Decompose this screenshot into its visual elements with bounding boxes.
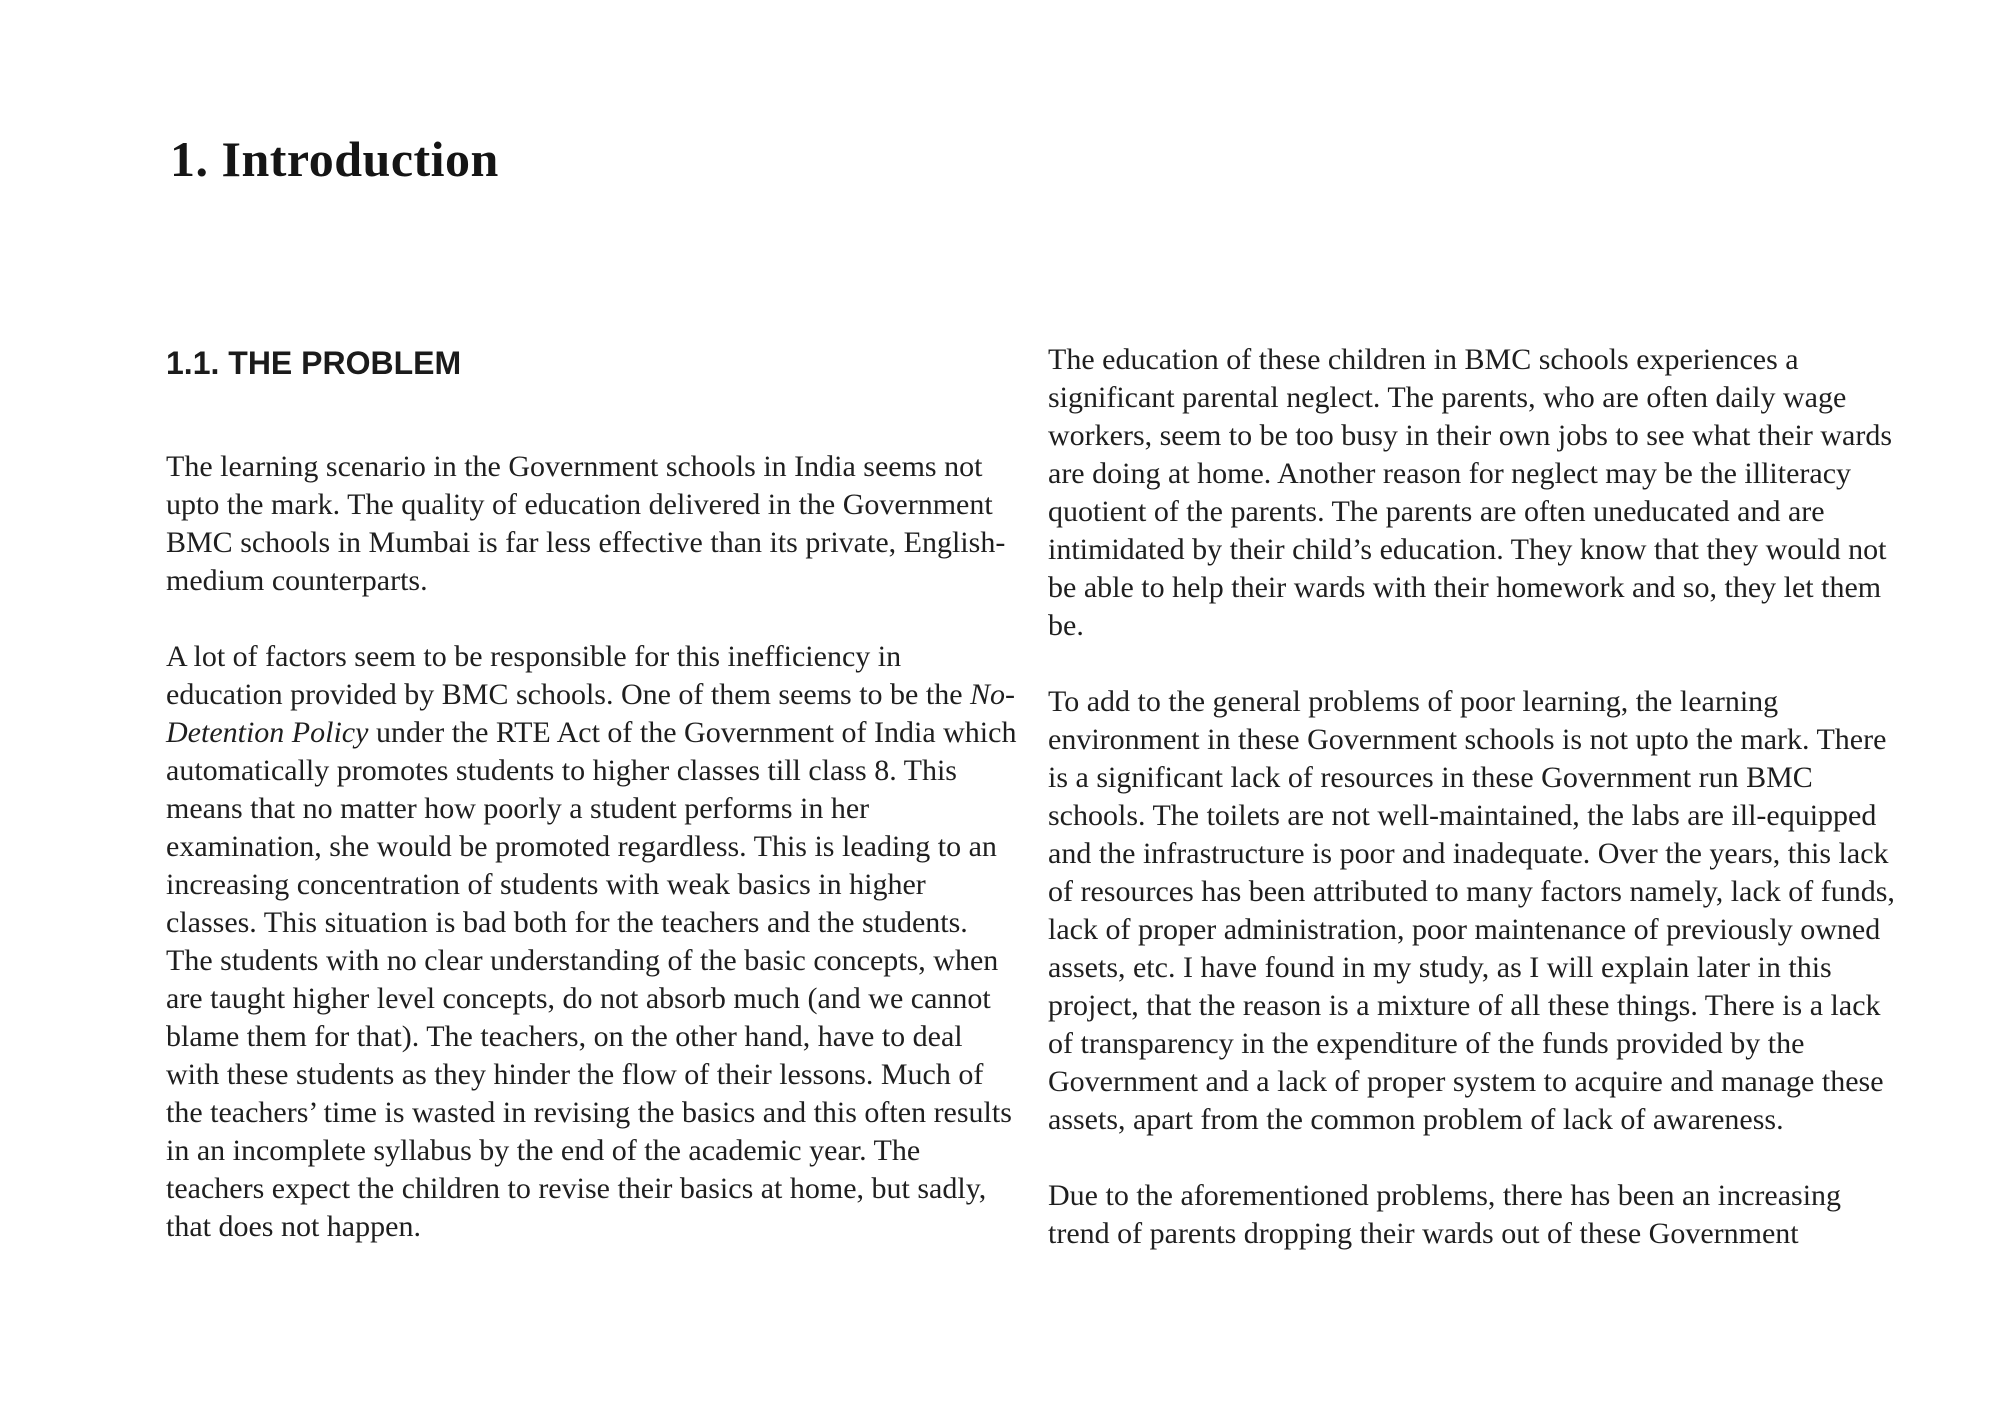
paragraph-left-1: The learning scenario in the Government schools in India seems not upto the mark. The quality of education delivered in the Government BMC schools in Mumbai is far less effective than its private, English-medium counterparts. xyxy=(166,450,1006,598)
paragraph-right-3: Due to the aforementioned problems, there has been an increasing trend of parents dropping their wards out of these Government xyxy=(1048,1179,1842,1250)
page-title: 1. Introduction xyxy=(170,131,499,187)
paragraph-left-2 xyxy=(166,638,1018,1246)
paragraph-text: A lot of factors seem to be responsible for this inefficiency in education provided by BMC schools. One of them seems to be the xyxy=(166,640,971,712)
paragraph-right-2: To add to the general problems of poor learning, the learning environment in these Government schools is not upto the mark. There is a significant lack of resources in these Government run BMC schools. The toilets are not well-maintained, the labs are ill-equipped and the infrastructure is poor and inadequate. Over the years, this lack of resources has been attributed to many factors namely, lack of funds, lack of proper administration, poor maintenance of previously owned assets, etc. I have found in my study, as I will explain later in this project, that the reason is a mixture of all these things. There is a lack of transparency in the expenditure of the funds provided by the Government and a lack of proper system to acquire and manage these assets, apart from the common problem of lack of awareness. xyxy=(1048,685,1895,1136)
left-column xyxy=(166,344,1018,1246)
section-heading: 1.1. THE PROBLEM xyxy=(166,345,462,381)
right-column xyxy=(1048,341,1896,1253)
paragraph-right-1: The education of these children in BMC schools experiences a significant parental neglect. The parents, who are often daily wage workers, seem to be too busy in their own jobs to see what their wards are doing at home. Another reason for neglect may be the illiteracy quotient of the parents. The parents are often uneducated and are intimidated by their child’s education. They know that they would not be able to help their wards with their homework and so, they let them be. xyxy=(1048,343,1892,642)
italic-term: No-Detention Policy xyxy=(166,678,1016,750)
paragraph-text: under the RTE Act of the Government of India which automatically promotes students to higher classes till class 8. This means that no matter how poorly a student performs in her examination, she would be promoted regardless. This is leading to an increasing concentration of students with weak basics in higher classes. This situation is bad both for the teachers and the students. The students with no clear understanding of the basic concepts, when are taught higher level concepts, do not absorb much (and we cannot blame them for that). The teachers, on the other hand, have to deal with these students as they hinder the flow of their lessons. Much of the teachers’ time is wasted in revising the basics and this often results in an incomplete syllabus by the end of the academic year. The teachers expect the children to revise their basics at home, but sadly, that does not happen. xyxy=(166,716,1017,1244)
